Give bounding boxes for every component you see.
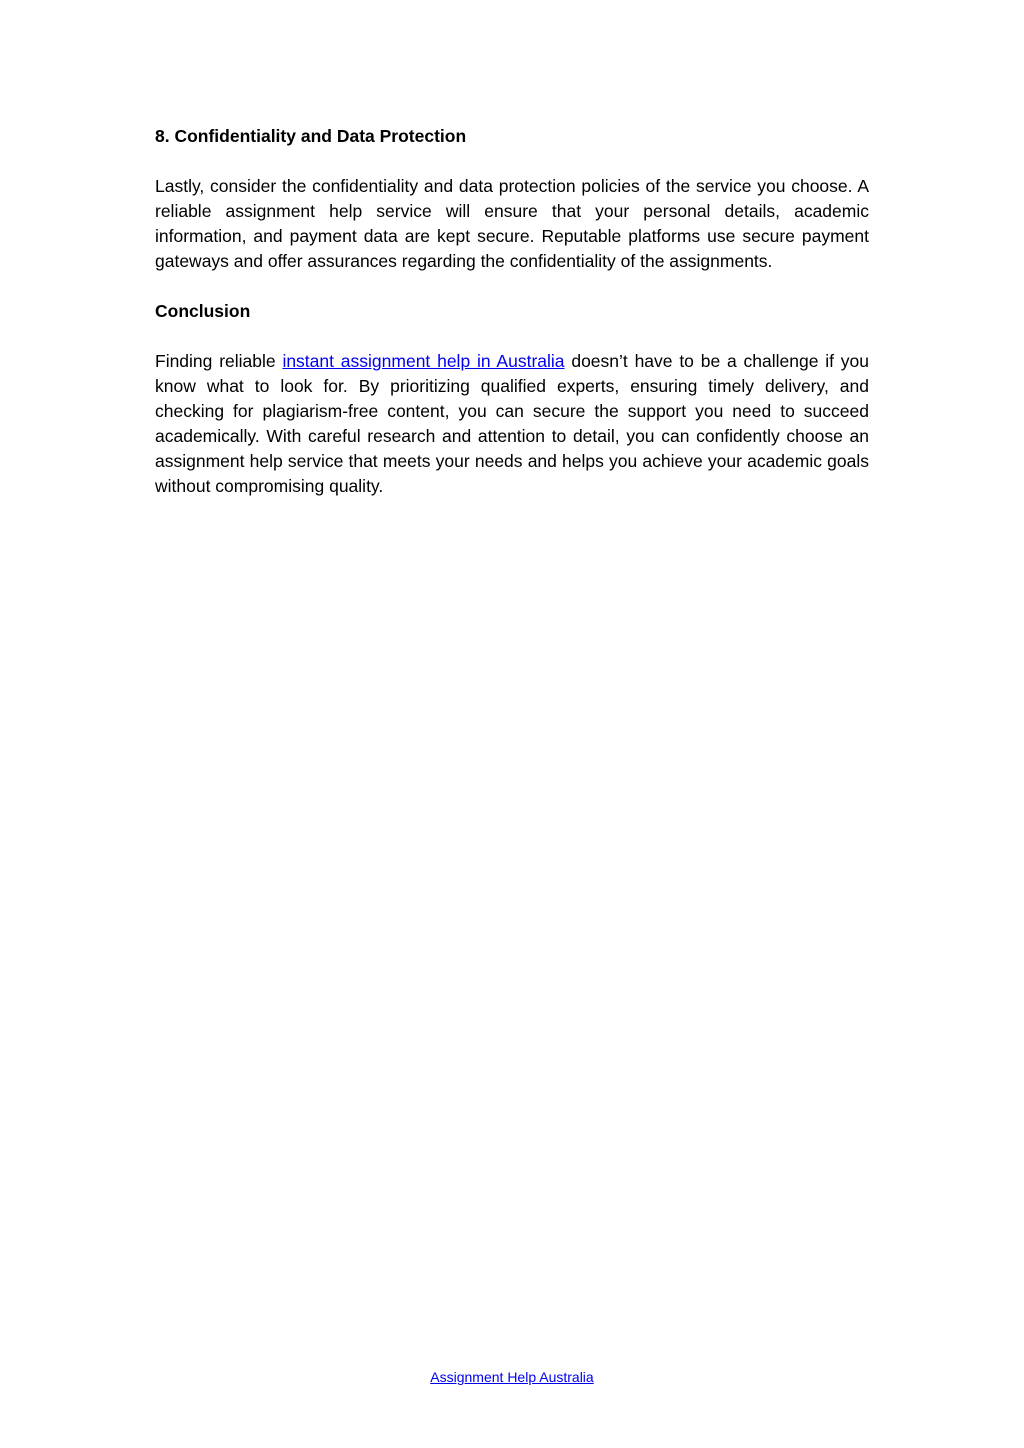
conclusion-text-before-link: Finding reliable: [155, 351, 283, 371]
conclusion-text-after-link: doesn’t have to be a challenge if you know what to look for. By prioritizing qualified experts, ensuring timely delivery, and checking for plagiarism-free content, you can secure the support you need to succeed academically. With careful research and attention to detail, you can confidently choose an assignment help service that meets your needs and helps you achieve your academic goals without compromising quality.: [155, 351, 870, 496]
section-heading-conclusion: Conclusion: [155, 301, 251, 321]
page-footer: [0, 1367, 1024, 1387]
section-heading-confidentiality: 8. Confidentiality and Data Protection: [155, 126, 467, 146]
footer-link[interactable]: Assignment Help Australia: [430, 1369, 594, 1385]
document-page: [155, 124, 869, 524]
section-body-confidentiality: Lastly, consider the confidentiality and data protection policies of the service you choose. A reliable assignment help service will ensure that your personal details, academic information, and payment data are kept secure. Reputable platforms use secure payment gateways and offer assurances regarding the confidentiality of the assignments.: [155, 176, 869, 271]
instant-assignment-help-link[interactable]: instant assignment help in Australia: [282, 351, 565, 371]
section-body-conclusion: [155, 349, 869, 499]
